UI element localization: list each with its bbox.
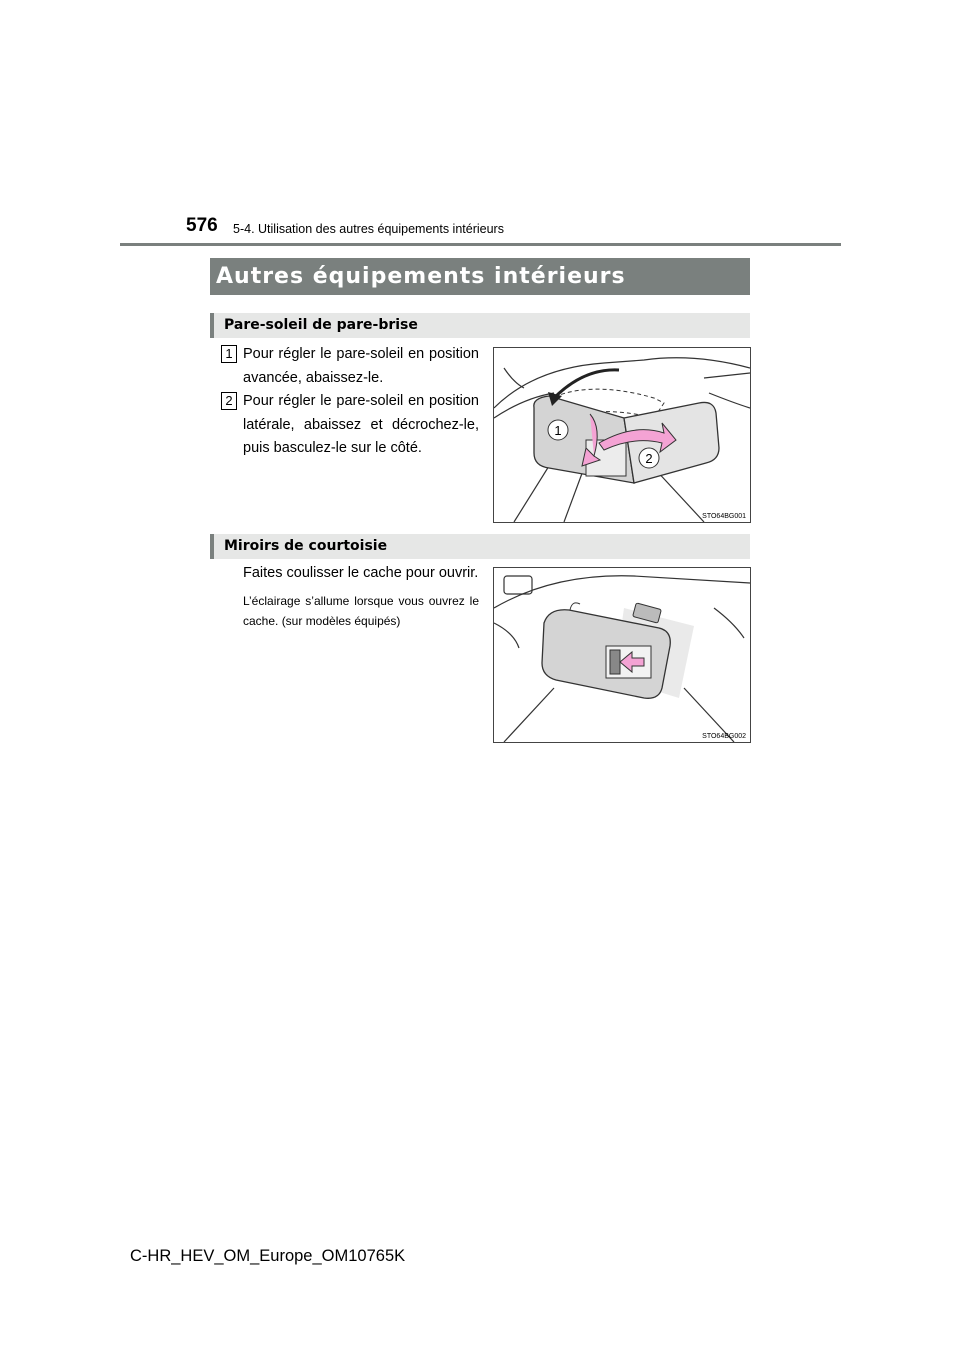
- vanity-mirror-illustration: [493, 567, 751, 743]
- sun-visor-drawing: [494, 348, 750, 522]
- roof-line-2: [494, 623, 519, 648]
- step-number-2: 2: [221, 392, 237, 410]
- figure-code-2: STO64BG002: [702, 733, 746, 740]
- windshield-edge: [494, 358, 750, 408]
- mirror-instruction-text: Faites coulisser le cache pour ouvrir.: [243, 565, 479, 581]
- section-heading-vanity-mirrors: Miroirs de courtoisie: [210, 534, 750, 559]
- callout-label-1: 1: [554, 423, 562, 438]
- figure-code-1: STO64BG001: [702, 513, 746, 520]
- sun-visor-illustration: [493, 347, 751, 523]
- step-text-2: Pour régler le pare-soleil en position latérale, abaissez et décrochez-le, puis basculez-le sur le côté.: [243, 393, 479, 456]
- callout-label-2: 2: [645, 451, 653, 466]
- page-number: 576: [186, 215, 218, 236]
- step-number-1: 1: [221, 345, 237, 363]
- main-title-banner: Autres équipements intérieurs: [210, 258, 750, 295]
- visor-hinge: [570, 603, 580, 610]
- dash-line-3: [654, 468, 704, 522]
- mirror-lighting-note: L’éclairage s’allume lorsque vous ouvrez le cache. (sur modèles équipés): [243, 594, 479, 628]
- dash-line-4: [504, 688, 554, 742]
- footer-doc-id: C-HR_HEV_OM_Europe_OM10765K: [130, 1247, 406, 1265]
- pillar-line: [709, 393, 750, 408]
- header-rule: [120, 243, 841, 246]
- step-text-1: Pour régler le pare-soleil en position avancée, abaissez-le.: [243, 346, 479, 386]
- chapter-title: 5-4. Utilisation des autres équipements intérieurs: [233, 222, 504, 236]
- dash-line-2: [564, 468, 584, 522]
- section-heading-sun-visor: Pare-soleil de pare-brise: [210, 313, 750, 338]
- vanity-mirror-drawing: [494, 568, 750, 742]
- roof-trim-right: [704, 373, 750, 378]
- roof-trim: [504, 368, 524, 388]
- pillar-line-2: [714, 608, 744, 638]
- mirror-slot: [610, 650, 620, 674]
